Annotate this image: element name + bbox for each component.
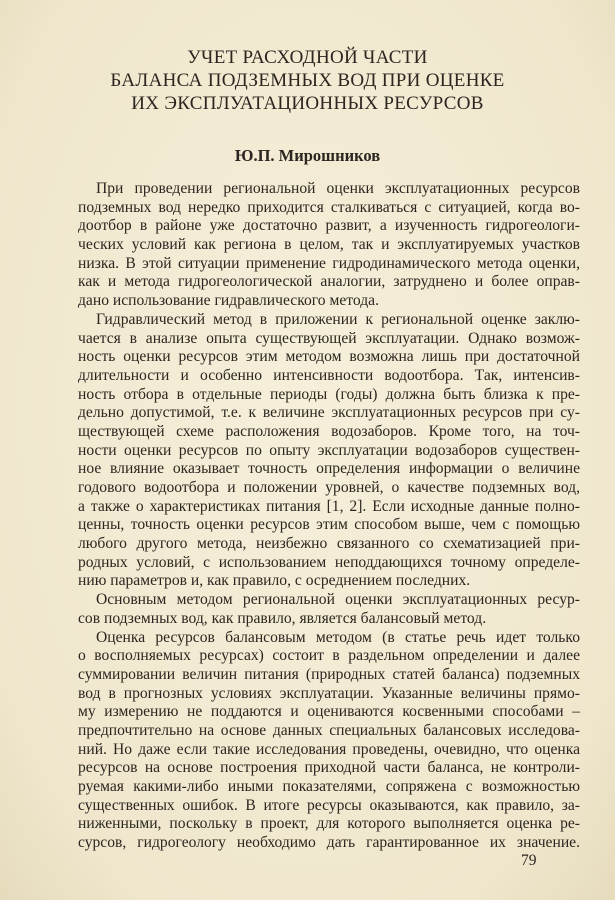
text-line: ний. Но даже если такие исследования проведены, очевидно, что оценка bbox=[78, 740, 580, 758]
text-line: ресурсов на основе построения приходной части баланса, не контроли- bbox=[78, 759, 580, 777]
text-line: суммировании величин питания (природных статей баланса) подземных bbox=[78, 665, 580, 683]
paragraph bbox=[78, 629, 580, 853]
text-line: а также о характеристиках питания [1, 2]. Если исходные данные полно- bbox=[78, 497, 580, 515]
text-line: нию параметров и, как правило, с осреднением последних. bbox=[78, 572, 471, 590]
text-line: дельно допустимой, т.е. к величине эксплуатационных ресурсов при су- bbox=[78, 404, 580, 422]
text-line: Основным методом региональной оценки эксплуатационных ресур- bbox=[96, 591, 580, 609]
article-body bbox=[78, 180, 580, 853]
page-number: 79 bbox=[521, 852, 537, 869]
text-line: ческих условий как региона в целом, так и эксплуатируемых участков bbox=[78, 236, 580, 254]
text-line: ности оценки ресурсов по опыту эксплуатации водозаборов существен- bbox=[78, 441, 580, 459]
text-line: вод в прогнозных условиях эксплуатации. Указанные величины прямо- bbox=[78, 684, 580, 702]
text-line: ность отбора в отдельные периоды (годы) должна быть близка к пре- bbox=[78, 385, 580, 403]
paragraph bbox=[78, 591, 580, 628]
text-line: ниженными, поскольку в проект, для которого выполняется оценка ре- bbox=[78, 815, 580, 833]
text-line: о восполняемых ресурсах) состоит в раздельном определении и далее bbox=[78, 647, 580, 665]
article-title bbox=[10, 46, 605, 115]
text-line: Оценка ресурсов балансовым методом (в статье речь идет только bbox=[96, 628, 580, 646]
title-line: БАЛАНСА ПОДЗЕМНЫХ ВОД ПРИ ОЦЕНКЕ bbox=[110, 70, 505, 91]
text-line: длительности и особенно интенсивности водоотбора. Так, интенсив- bbox=[78, 366, 580, 384]
text-line: чается в анализе опыта существующей эксплуатации. Однако возмож- bbox=[78, 329, 580, 347]
text-line: низка. В этой ситуации применение гидродинамического метода оценки, bbox=[78, 254, 580, 272]
text-line: ществующей схеме расположения водозаборов. Кроме того, на точ- bbox=[78, 422, 580, 440]
paragraph bbox=[78, 180, 580, 311]
text-line: существенных ошибок. В итоге ресурсы оказываются, как правило, за- bbox=[78, 796, 580, 814]
title-line: ИХ ЭКСПЛУАТАЦИОННЫХ РЕСУРСОВ bbox=[131, 93, 484, 114]
text-line: доотбор в районе уже достаточно развит, а изученность гидрогеологи- bbox=[78, 217, 580, 235]
title-line: УЧЕТ РАСХОДНОЙ ЧАСТИ bbox=[187, 47, 428, 68]
text-line: дано использование гидравлического метода. bbox=[78, 292, 379, 310]
text-line: Гидравлический метод в приложении к региональной оценке заклю- bbox=[96, 310, 580, 328]
text-line: сурсов, гидрогеологу необходимо дать гарантированное их значение. bbox=[78, 834, 580, 852]
text-line: му измерению не поддаются и оцениваются косвенными способами – bbox=[78, 703, 580, 721]
text-line: ность оценки ресурсов этим методом возможна лишь при достаточной bbox=[78, 348, 580, 366]
text-line: сов подземных вод, как правило, является балансовый метод. bbox=[78, 609, 487, 627]
author-name: Ю.П. Мирошников bbox=[234, 146, 381, 165]
paragraph bbox=[78, 311, 580, 591]
text-line: любого другого метода, неизбежно связанного со схематизацией при- bbox=[78, 535, 580, 553]
text-line: ценны, точность оценки ресурсов этим способом выше, чем с помощью bbox=[78, 516, 580, 534]
text-line: подземных вод нередко приходится сталкиваться с ситуацией, когда во- bbox=[78, 198, 580, 216]
text-line: ное влияние оказывает точность определения информации о величине bbox=[78, 460, 580, 478]
text-line: годового водоотбора и положении уровней, о качестве подземных вод, bbox=[78, 479, 580, 496]
text-line: как и метода гидрогеологической аналогии, затруднено и более оправ- bbox=[78, 273, 580, 291]
text-line: руемая какими-либо иными показателями, сопряжена с возможностью bbox=[78, 778, 580, 795]
text-line: предпочтительно на основе данных специальных балансовых исследова- bbox=[78, 721, 580, 739]
text-line: родных условий, с использованием неподдающихся точному определе- bbox=[78, 553, 580, 571]
text-line: При проведении региональной оценки эксплуатационных ресурсов bbox=[96, 180, 580, 197]
